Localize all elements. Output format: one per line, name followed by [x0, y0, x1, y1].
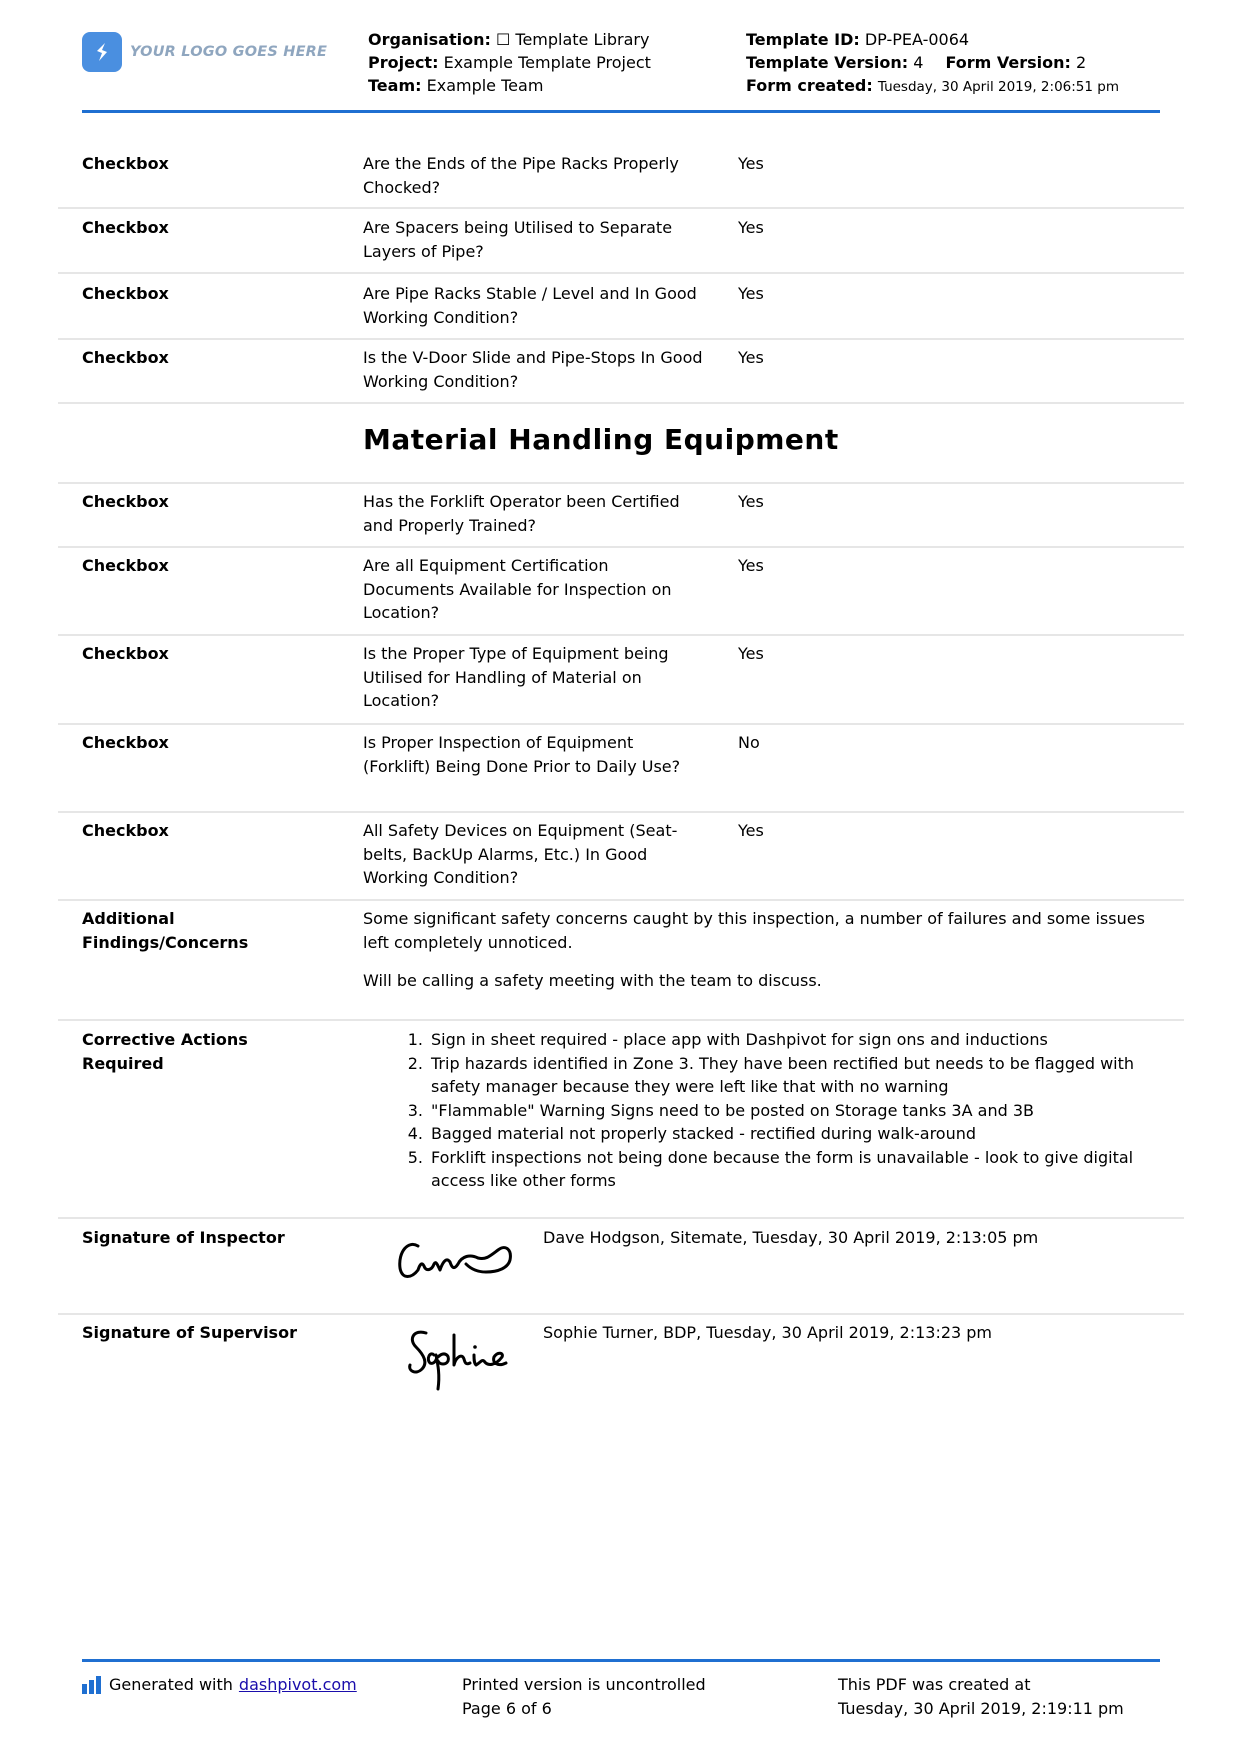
row-answer: Yes [738, 284, 764, 303]
row-label: Checkbox [82, 154, 169, 173]
list-text: Trip hazards identified in Zone 3. They have been rectified but needs to be flagged with safety manager because they were left like that with no warning [431, 1053, 1135, 1096]
row-label: Checkbox [82, 218, 169, 237]
checklist-row [58, 346, 1184, 404]
row-question: All Safety Devices on Equipment (Seat-belts, BackUp Alarms, Etc.) In Good Working Condition? [363, 821, 678, 887]
project-label: Project: [368, 53, 439, 72]
created-timestamp: Tuesday, 30 April 2019, 2:19:11 pm [838, 1698, 1124, 1718]
signature-details: Dave Hodgson, Sitemate, Tuesday, 30 April 2019, 2:13:05 pm [543, 1228, 1039, 1247]
row-answer: Yes [738, 644, 764, 663]
checklist-row [58, 282, 1184, 340]
footer-generated [82, 1673, 357, 1697]
list-number: 4. [407, 1124, 423, 1143]
generated-prefix: Generated with [109, 1675, 233, 1694]
row-answer: No [738, 733, 760, 752]
project-value: Example Template Project [443, 53, 651, 72]
checklist-row [58, 216, 1184, 274]
findings-paragraph: Will be calling a safety meeting with the team to discuss. [363, 971, 822, 990]
list-item [403, 1052, 1183, 1099]
signature-row-inspector [58, 1226, 1184, 1315]
list-item [403, 1122, 1183, 1146]
additional-findings-text [363, 907, 1163, 993]
header-template-info [746, 28, 1119, 99]
created-prefix: This PDF was created at [838, 1675, 1031, 1694]
row-label: Checkbox [82, 733, 169, 752]
row-answer: Yes [738, 218, 764, 237]
row-question: Are Pipe Racks Stable / Level and In Good Working Condition? [363, 284, 697, 327]
logo-text: YOUR LOGO GOES HERE [130, 44, 328, 60]
form-created-value: Tuesday, 30 April 2019, 2:06:51 pm [877, 79, 1119, 95]
dashpivot-link[interactable]: dashpivot.com [238, 1675, 357, 1694]
signature-row-supervisor [58, 1321, 1184, 1401]
footer-page-info [462, 1673, 706, 1720]
page-number: Page 6 of 6 [462, 1698, 552, 1718]
additional-findings-label: Additional Findings/Concerns [82, 909, 249, 952]
footer-divider [82, 1659, 1160, 1662]
row-label: Checkbox [82, 644, 169, 663]
checklist-row [58, 642, 1184, 725]
row-answer: Yes [738, 348, 764, 367]
supervisor-signature-image [378, 1321, 528, 1405]
list-text: Forklift inspections not being done because the form is unavailable - look to give digital access like other forms [431, 1147, 1134, 1190]
checklist-row [58, 819, 1184, 901]
row-answer: Yes [738, 492, 764, 511]
team-value: Example Team [426, 76, 544, 95]
section-divider [58, 464, 1184, 484]
checklist-row [58, 554, 1184, 636]
document-header [82, 28, 1160, 113]
list-number: 2. [407, 1053, 423, 1073]
signature-label: Signature of Inspector [82, 1228, 285, 1247]
row-label: Checkbox [82, 821, 169, 840]
template-version-label: Template Version: [746, 53, 909, 72]
form-version-label: Form Version: [945, 53, 1071, 72]
team-label: Team: [368, 76, 422, 95]
row-label: Checkbox [82, 348, 169, 367]
list-number: 3. [407, 1100, 423, 1120]
list-number: 5. [407, 1147, 423, 1167]
list-item [403, 1099, 1183, 1123]
row-label: Checkbox [82, 492, 169, 511]
form-version-value: 2 [1075, 53, 1087, 72]
template-id-value: DP-PEA-0064 [864, 30, 970, 49]
signature-details: Sophie Turner, BDP, Tuesday, 30 April 2019, 2:13:23 pm [543, 1323, 993, 1342]
corrective-actions-row [58, 1028, 1184, 1219]
row-question: Are the Ends of the Pipe Racks Properly Chocked? [363, 154, 679, 197]
row-question: Is the V-Door Slide and Pipe-Stops In Good Working Condition? [363, 348, 703, 391]
checklist-row [58, 731, 1184, 813]
row-answer: Yes [738, 154, 764, 173]
row-label: Checkbox [82, 284, 169, 303]
dashpivot-bars-icon [82, 1676, 101, 1694]
list-text: Sign in sheet required - place app with Dashpivot for sign ons and inductions [431, 1030, 1048, 1049]
footer-created-info [838, 1673, 1124, 1720]
checklist-row [58, 152, 1184, 209]
signature-label: Signature of Supervisor [82, 1323, 297, 1342]
section-title: Material Handling Equipment [363, 423, 839, 456]
list-text: "Flammable" Warning Signs need to be posted on Storage tanks 3A and 3B [431, 1100, 1034, 1120]
row-answer: Yes [738, 821, 764, 840]
organisation-value: ☐ Template Library [495, 30, 650, 49]
row-answer: Yes [738, 556, 764, 575]
checklist-row [58, 490, 1184, 548]
template-version-value: 4 [913, 53, 924, 72]
list-text: Bagged material not properly stacked - rectified during walk-around [431, 1124, 977, 1143]
list-number: 1. [407, 1030, 423, 1049]
row-question: Has the Forklift Operator been Certified and Properly Trained? [363, 492, 680, 535]
corrective-actions-label: Corrective Actions Required [82, 1030, 248, 1073]
company-logo [82, 32, 327, 72]
uncontrolled-note: Printed version is uncontrolled [462, 1675, 706, 1694]
findings-paragraph: Some significant safety concerns caught by this inspection, a number of failures and some issues left completely unnoticed. [363, 909, 1145, 952]
form-created-label: Form created: [746, 76, 873, 95]
list-item [403, 1146, 1183, 1193]
template-id-label: Template ID: [746, 30, 860, 49]
corrective-actions-list [403, 1028, 1183, 1193]
row-question: Are Spacers being Utilised to Separate Layers of Pipe? [363, 218, 673, 261]
additional-findings-row [58, 907, 1184, 1021]
row-label: Checkbox [82, 556, 169, 575]
row-question: Is the Proper Type of Equipment being Utilised for Handling of Material on Location? [363, 644, 669, 710]
inspector-signature-image [378, 1226, 528, 1298]
list-item [403, 1028, 1183, 1052]
header-project-info [368, 28, 651, 97]
header-divider [82, 110, 1160, 113]
logo-icon [82, 32, 122, 72]
row-question: Is Proper Inspection of Equipment (Forklift) Being Done Prior to Daily Use? [363, 733, 681, 776]
organisation-label: Organisation: [368, 30, 491, 49]
row-question: Are all Equipment Certification Documents Available for Inspection on Location? [363, 556, 672, 622]
